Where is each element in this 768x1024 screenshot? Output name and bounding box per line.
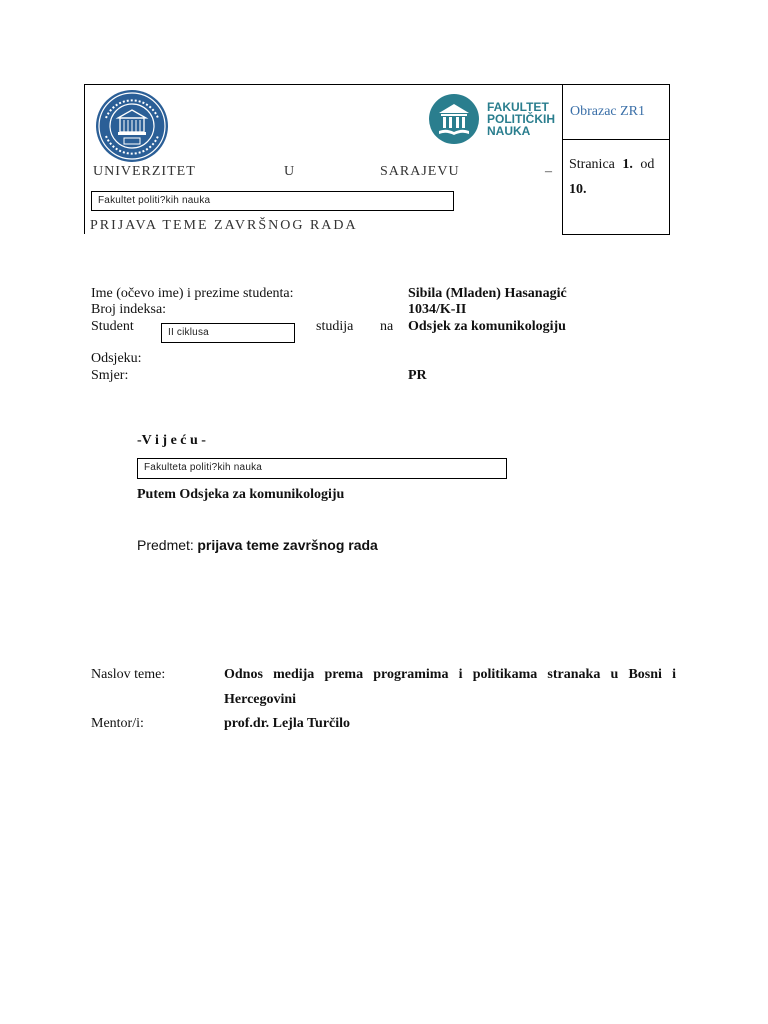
index-label: Broj indeksa: (91, 302, 167, 317)
form-code: Obrazac ZR1 (570, 104, 646, 119)
page-of: od (640, 157, 655, 172)
council-heading: -V i j e ć u - (137, 433, 206, 448)
index-value: 1034/K-II (408, 302, 467, 317)
na-word: na (380, 319, 394, 334)
logo-text-line2: POLITIČKIH (487, 112, 555, 126)
studija-word: studija (316, 319, 354, 334)
logo-text-line3: NAUKA (487, 124, 531, 138)
addressee-faculty-field[interactable]: Fakulteta politi?kih nauka (137, 458, 507, 479)
faculty-field[interactable]: Fakultet politi?kih nauka (91, 191, 454, 211)
subject-line (137, 537, 378, 555)
university-dash: – (545, 164, 553, 179)
logo-text-line1: FAKULTET (487, 100, 549, 114)
university-word-1: UNIVERZITET (93, 164, 196, 179)
university-seal-logo (94, 88, 170, 164)
department-value: Odsjek za komunikologiju (408, 319, 566, 334)
faculty-logo (426, 93, 566, 145)
mentor-label: Mentor/i: (91, 716, 144, 731)
page-indicator (569, 152, 665, 202)
subject-label: Predmet: (137, 537, 194, 553)
via-department: Putem Odsjeka za komunikologiju (137, 487, 345, 502)
page-total: 10. (569, 182, 587, 197)
odsjeku-label: Odsjeku: (91, 351, 142, 366)
form-title: PRIJAVA TEME ZAVRŠNOG RADA (90, 218, 358, 233)
university-word-2: U (284, 164, 296, 179)
smjer-label: Smjer: (91, 368, 129, 383)
university-word-3: SARAJEVU (380, 164, 460, 179)
student-label: Student (91, 319, 134, 334)
thesis-title-line1: Odnos medija prema programima i politikama stranaka u Bosni i (224, 667, 676, 682)
mentor-value: prof.dr. Lejla Turčilo (224, 716, 351, 731)
thesis-title-line2: Hercegovini (224, 692, 297, 707)
page-number: 1. (622, 157, 633, 172)
subject-value: prijava teme završnog rada (197, 537, 378, 553)
student-name-label: Ime (očevo ime) i prezime studenta: (91, 286, 294, 301)
student-name-value: Sibila (Mladen) Hasanagić (408, 286, 567, 301)
thesis-title-label: Naslov teme: (91, 667, 166, 682)
page-label: Stranica (569, 157, 615, 172)
cycle-field[interactable]: II ciklusa (161, 323, 295, 343)
smjer-value: PR (408, 368, 427, 383)
